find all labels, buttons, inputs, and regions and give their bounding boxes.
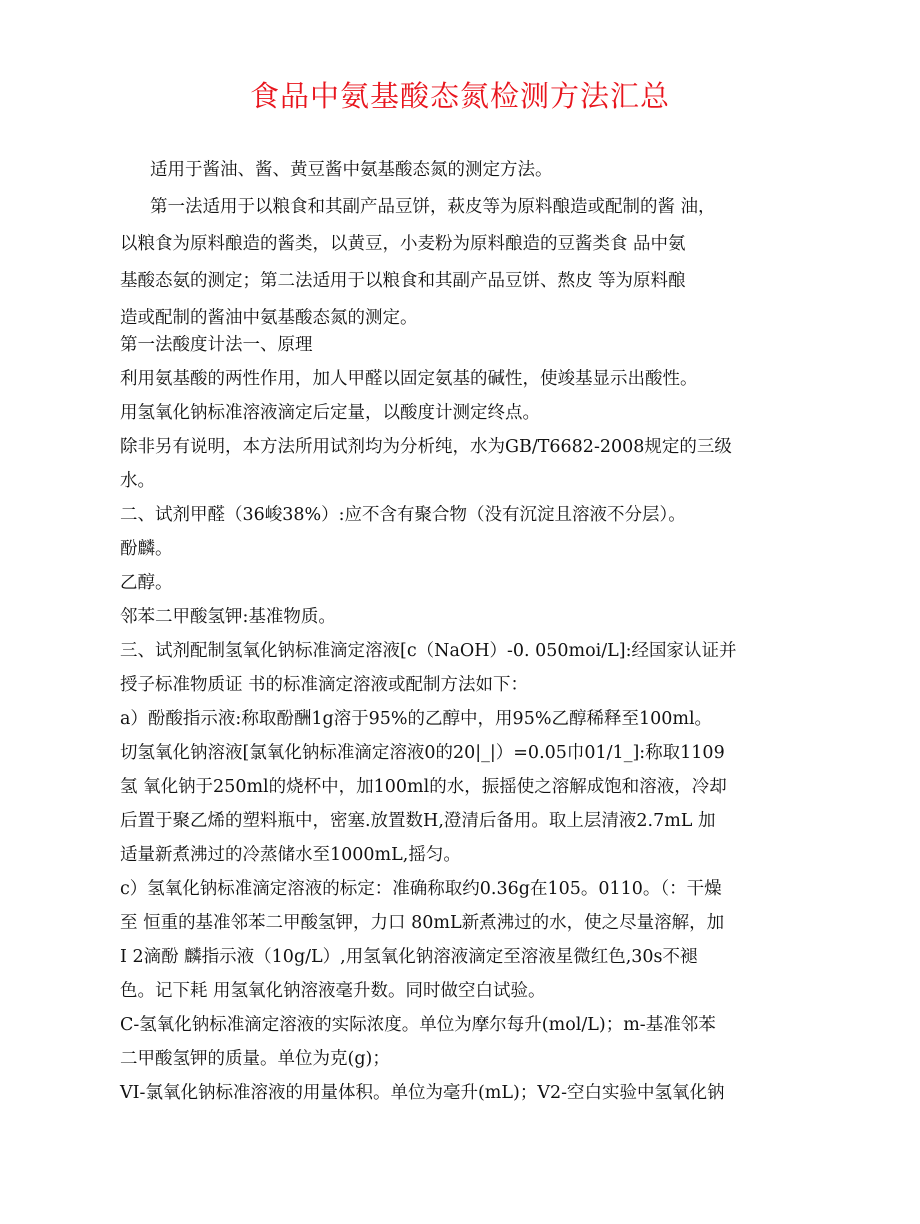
- text-line: 二、试剂甲醛（36峻38%）:应不含有聚合物（没有沉淀且溶液不分层）。: [120, 505, 686, 525]
- text-line: I 2滴酚 麟指示液（10g/L）,用氢氧化钠溶液滴定至溶液星微红色,30s不褪: [120, 947, 698, 967]
- text-line: 第一法酸度计法一、原理: [120, 335, 313, 355]
- text-line: 色。记下耗 用氢氧化钠溶液毫升数。同时做空白试验。: [120, 981, 546, 1001]
- text-line: 水。: [120, 471, 155, 491]
- text-line: 用氢氧化钠标准溶液滴定后定量，以酸度计测定终点。: [120, 403, 540, 423]
- text-line: 酚麟。: [120, 539, 173, 559]
- text-line: 三、试剂配制氢氧化钠标准滴定溶液[c（NaOH）-0. 050moi/L]:经国家认证并: [120, 641, 737, 661]
- intro-line: 以粮食为原料酿造的酱类，以黄豆，小麦粉为原料酿造的豆酱类食 品中氨: [120, 234, 686, 254]
- text-line: 氢 氧化钠于250ml的烧杯中，加100ml的水，振摇使之溶解成饱和溶液，冷却: [120, 777, 727, 797]
- intro-line: 适用于酱油、酱、黄豆酱中氨基酸态氮的测定方法。: [150, 160, 553, 180]
- intro-line: 第一法适用于以粮食和其副产品豆饼，萩皮等为原料酿造或配制的酱 油，: [150, 197, 716, 217]
- text-line: a）酚酸指示液:称取酚酬1g溶于95%的乙醇中，用95%乙醇稀释至100ml。: [120, 709, 713, 729]
- text-line: 除非另有说明，本方法所用试剂均为分析纯，水为GB/T6682-2008规定的三级: [120, 437, 732, 457]
- text-line: 利用氨基酸的两性作用，加人甲醛以固定氨基的碱性，使竣基显示出酸性。: [120, 369, 698, 389]
- text-line: VI-氯氧化钠标准溶液的用量体积。单位为毫升(mL)；V2-空白实验中氢氧化钠: [120, 1083, 725, 1103]
- text-line: c）氢氧化钠标准滴定溶液的标定：准确称取约0.36g在105。0110。（：干燥: [120, 879, 722, 899]
- intro-paragraph: [120, 152, 804, 337]
- intro-line: 造或配制的酱油中氨基酸态氮的测定。: [120, 308, 418, 328]
- text-line: 切氢氧化钠溶液[氯氧化钠标准滴定溶液0的20|_|）=0.05巾01/1_]:称取1109: [120, 743, 725, 763]
- intro-line: 基酸态氨的测定；第二法适用于以粮食和其副产品豆饼、熬皮 等为原料酿: [120, 271, 686, 291]
- text-line: 至 恒重的基准邻苯二甲酸氢钾，力口 80mL新煮沸过的水，使之尽量溶解，加: [120, 913, 725, 933]
- body-text: [120, 328, 804, 1110]
- text-line: 授子标准物质证 书的标准滴定溶液或配制方法如下：: [120, 675, 529, 695]
- text-line: 后置于聚乙烯的塑料瓶中，密塞.放置数H,澄清后备用。取上层清液2.7mL 加: [120, 811, 716, 831]
- text-line: 二甲酸氢钾的质量。单位为克(g)；: [120, 1049, 390, 1069]
- document-title: 食品中氨基酸态氮检测方法汇总: [249, 79, 670, 113]
- text-line: C-氢氧化钠标准滴定溶液的实际浓度。单位为摩尔每升(mol/L)；m-基准邻苯: [120, 1015, 716, 1035]
- text-line: 适量新煮沸过的冷蒸储水至1000mL,摇匀。: [120, 845, 461, 865]
- text-line: 乙醇。: [120, 573, 173, 593]
- text-line: 邻苯二甲酸氢钾:基准物质。: [120, 607, 336, 627]
